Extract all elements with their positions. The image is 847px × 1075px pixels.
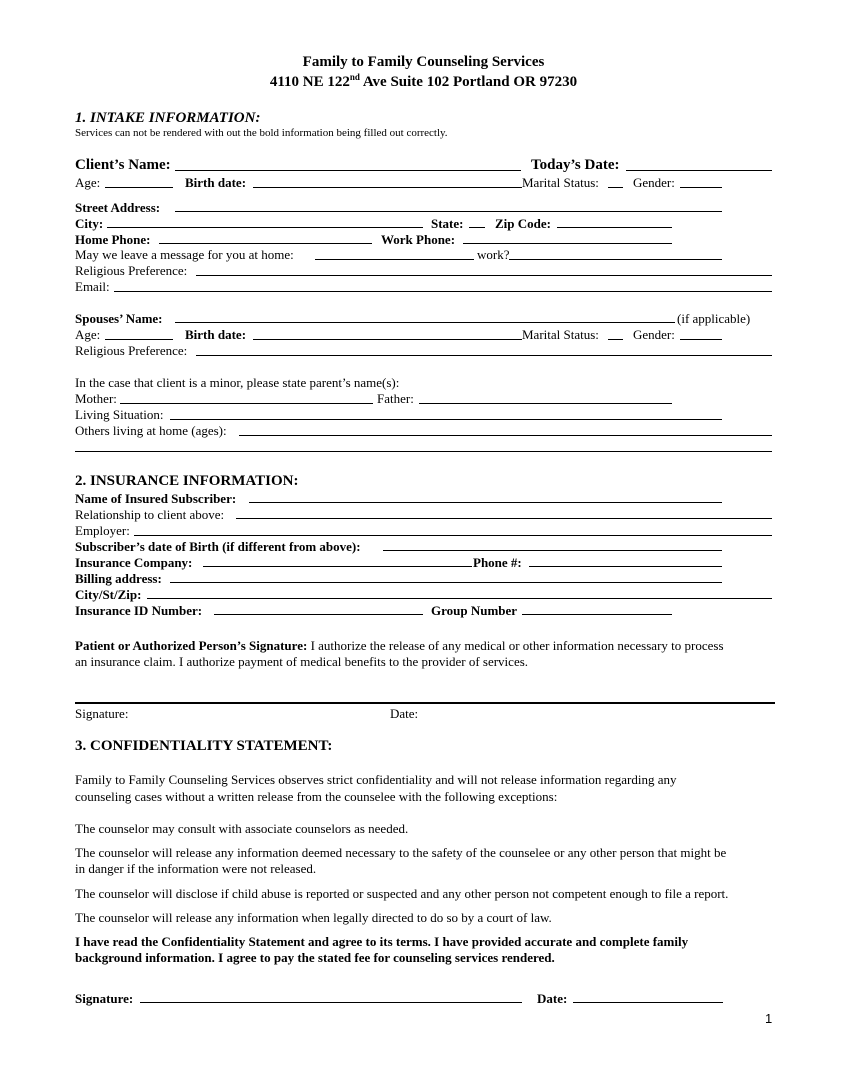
if-applicable-label: (if applicable): [677, 311, 751, 326]
message-home-label: May we leave a message for you at home:: [75, 247, 294, 262]
gender-field[interactable]: [680, 187, 722, 188]
birth-date-field[interactable]: [253, 187, 522, 188]
employer-field[interactable]: [134, 535, 772, 536]
final-signature-field[interactable]: [140, 1002, 522, 1003]
mother-field[interactable]: [120, 403, 373, 404]
marital-status-field[interactable]: [608, 187, 623, 188]
spouse-birth-date-field[interactable]: [253, 339, 522, 340]
zip-field[interactable]: [557, 227, 672, 228]
exception-item-3: The counselor will disclose if child abuse is reported or suspected and any other person not competent enough to file a report.: [75, 886, 729, 901]
spouse-age-field[interactable]: [105, 339, 173, 340]
exception-item-1: The counselor may consult with associate counselors as needed.: [75, 821, 409, 836]
marital-status-label: Marital Status:: [522, 175, 599, 190]
phone-field[interactable]: [529, 566, 722, 567]
religious-field[interactable]: [196, 275, 772, 276]
address-pre: 4110 NE 122: [269, 74, 350, 90]
others-living-label: Others living at home (ages):: [75, 423, 227, 438]
group-number-field[interactable]: [522, 614, 672, 615]
relationship-label: Relationship to client above:: [75, 507, 225, 522]
email-field[interactable]: [114, 291, 772, 292]
client-name-label: Client’s Name:: [75, 157, 171, 173]
minor-note: In the case that client is a minor, please state parent’s name(s):: [75, 375, 400, 390]
confidentiality-heading: 3. CONFIDENTIALITY STATEMENT:: [75, 738, 333, 754]
work-phone-label: Work Phone:: [381, 232, 456, 247]
city-st-zip-field[interactable]: [147, 598, 772, 599]
message-work-field[interactable]: [509, 259, 722, 260]
state-label: State:: [431, 216, 464, 231]
city-label: City:: [75, 216, 104, 231]
final-date-field[interactable]: [573, 1002, 723, 1003]
spouse-gender-label: Gender:: [633, 327, 675, 342]
insurance-heading: 2. INSURANCE INFORMATION:: [75, 473, 299, 489]
authorization-line-1: [75, 639, 724, 652]
final-date-label: Date:: [537, 991, 568, 1006]
group-number-label: Group Number: [431, 603, 518, 618]
client-name-field[interactable]: [175, 170, 521, 171]
address-line: [0, 73, 847, 90]
confidentiality-intro-1: Family to Family Counseling Services observes strict confidentiality and will not release information regarding any: [75, 772, 677, 787]
page-number: 1: [765, 1011, 773, 1026]
authorization-line-2: an insurance claim. I authorize payment of medical benefits to the provider of services.: [75, 654, 529, 669]
todays-date-field[interactable]: [626, 170, 772, 171]
intake-heading: 1. INTAKE INFORMATION:: [75, 110, 261, 126]
insurance-id-field[interactable]: [214, 614, 423, 615]
others-living-field-2[interactable]: [75, 451, 772, 452]
father-field[interactable]: [419, 403, 672, 404]
exception-item-2a: The counselor will release any information deemed necessary to the safety of the counselee or any other person that might be: [75, 845, 727, 860]
form-title: Family to Family Counseling Services: [302, 54, 545, 70]
spouses-name-label: Spouses’ Name:: [75, 311, 163, 326]
insured-subscriber-label: Name of Insured Subscriber:: [75, 491, 237, 506]
insurance-id-label: Insurance ID Number:: [75, 603, 203, 618]
exception-item-2b: in danger if the information were not released.: [75, 861, 317, 876]
living-situation-label: Living Situation:: [75, 407, 164, 422]
insured-subscriber-field[interactable]: [249, 502, 722, 503]
spouse-age-label: Age:: [75, 327, 101, 342]
spouses-name-field[interactable]: [175, 322, 675, 323]
agreement-line-1: I have read the Confidentiality Statement and agree to its terms. I have provided accurate and complete family: [75, 934, 689, 949]
billing-address-field[interactable]: [170, 582, 722, 583]
spouse-gender-field[interactable]: [680, 339, 722, 340]
street-address-field[interactable]: [175, 211, 722, 212]
email-label: Email:: [75, 279, 110, 294]
exception-item-4: The counselor will release any information when legally directed to do so by a court of law.: [75, 910, 552, 925]
insurance-signature-line[interactable]: [75, 702, 775, 704]
spouse-birth-date-label: Birth date:: [185, 327, 247, 342]
mother-label: Mother:: [75, 391, 117, 406]
intake-note: Services can not be rendered with out the bold information being filled out correctly.: [75, 127, 448, 139]
relationship-field[interactable]: [236, 518, 772, 519]
birth-date-label: Birth date:: [185, 175, 247, 190]
subscriber-dob-field[interactable]: [383, 550, 722, 551]
address-post: Ave Suite 102 Portland OR 97230: [359, 74, 578, 90]
agreement-line-2: background information. I agree to pay the stated fee for counseling services rendered.: [75, 950, 555, 965]
work-phone-field[interactable]: [463, 243, 672, 244]
religious-label: Religious Preference:: [75, 263, 188, 278]
city-st-zip-label: City/St/Zip:: [75, 587, 142, 602]
message-home-field[interactable]: [315, 259, 474, 260]
age-field[interactable]: [105, 187, 173, 188]
address-sup: nd: [349, 72, 360, 82]
others-living-field[interactable]: [239, 435, 772, 436]
authorization-bold: Patient or Authorized Person’s Signature:: [75, 638, 308, 653]
insurance-company-label: Insurance Company:: [75, 555, 193, 570]
confidentiality-intro-2: counseling cases without a written release from the counselee with the following exceptions:: [75, 789, 558, 804]
state-field[interactable]: [469, 227, 485, 228]
final-signature-label: Signature:: [75, 991, 134, 1006]
gender-label: Gender:: [633, 175, 675, 190]
spouse-religious-label: Religious Preference:: [75, 343, 188, 358]
living-situation-field[interactable]: [170, 419, 722, 420]
street-address-label: Street Address:: [75, 200, 161, 215]
phone-label: Phone #:: [473, 555, 522, 570]
father-label: Father:: [377, 391, 414, 406]
city-field[interactable]: [107, 227, 423, 228]
age-label: Age:: [75, 175, 101, 190]
home-phone-field[interactable]: [159, 243, 372, 244]
authorization-text: I authorize the release of any medical or other information necessary to process: [307, 638, 724, 653]
billing-address-label: Billing address:: [75, 571, 162, 586]
employer-label: Employer:: [75, 523, 130, 538]
insurance-date-label: Date:: [390, 706, 419, 721]
subscriber-dob-label: Subscriber’s date of Birth (if different from above):: [75, 539, 361, 554]
insurance-company-field[interactable]: [203, 566, 472, 567]
spouse-marital-field[interactable]: [608, 339, 623, 340]
todays-date-label: Today’s Date:: [531, 157, 620, 173]
spouse-religious-field[interactable]: [196, 355, 772, 356]
zip-label: Zip Code:: [495, 216, 551, 231]
message-work-label: work?: [477, 247, 510, 262]
home-phone-label: Home Phone:: [75, 232, 151, 247]
insurance-signature-label: Signature:: [75, 706, 129, 721]
spouse-marital-label: Marital Status:: [522, 327, 599, 342]
